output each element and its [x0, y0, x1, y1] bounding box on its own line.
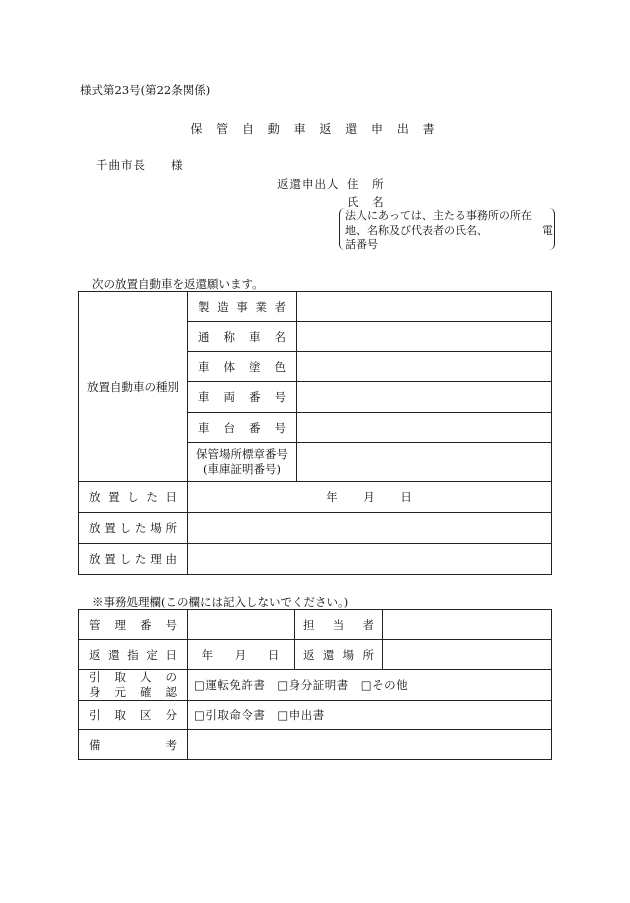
office-table	[78, 609, 552, 760]
row-label-body-color: 車体塗色	[188, 352, 297, 382]
return-date-month: 月	[234, 647, 248, 662]
chassis-number-field[interactable]	[297, 413, 552, 443]
row-label-car-name: 通称車名	[188, 322, 297, 352]
parking-cert-sublabel: (車庫証明番号)	[203, 462, 281, 476]
abandoned-place-field[interactable]	[188, 513, 552, 544]
corporate-note	[345, 209, 553, 253]
parking-cert-label: 保管場所標章番号	[196, 447, 288, 461]
return-date-field[interactable]	[188, 640, 295, 670]
date-day-label: 日	[400, 490, 413, 504]
staff-label: 担当者	[295, 610, 383, 640]
return-place-field[interactable]	[383, 640, 552, 670]
id-check-label	[79, 670, 188, 701]
car-name-field[interactable]	[297, 322, 552, 352]
parking-cert-field[interactable]	[297, 443, 552, 482]
return-date-year: 年	[201, 647, 215, 662]
applicant-name-label: 氏 名	[347, 195, 389, 209]
row-label-vehicle-number: 車両番号	[188, 382, 297, 413]
id-check-options[interactable]: □運転免許書 □身分証明書 □その他	[188, 670, 552, 701]
row-label-manufacturer: 製造事業者	[188, 292, 297, 322]
return-date-day: 日	[267, 647, 281, 662]
vehicle-number-field[interactable]	[297, 382, 552, 413]
page-title: 保 管 自 動 車 返 還 申 出 書	[190, 122, 440, 136]
return-date-label: 返還指定日	[79, 640, 188, 670]
intro-text: 次の放置自動車を返還願います。	[92, 277, 264, 291]
addressee: 千曲市長 様	[96, 158, 184, 172]
pickup-class-options[interactable]: □引取命令書 □申出書	[188, 701, 552, 730]
applicant-address-label: 住 所	[347, 177, 389, 191]
abandoned-reason-label: 放置した理由	[79, 544, 188, 575]
manufacturer-field[interactable]	[297, 292, 552, 322]
remarks-field[interactable]	[188, 730, 552, 760]
corporate-note-text: 法人にあっては、主たる事務所の所在地、名称及び代表者の氏名、	[345, 209, 532, 237]
office-use-note: ※事務処理欄(この欄には記入しないでください。)	[92, 595, 349, 609]
abandoned-date-field[interactable]	[188, 482, 552, 513]
abandoned-place-label: 放置した場所	[79, 513, 188, 544]
form-number: 様式第23号(第22条関係)	[80, 83, 211, 97]
row-label-parking-cert	[188, 443, 297, 482]
management-number-field[interactable]	[188, 610, 295, 640]
abandoned-reason-field[interactable]	[188, 544, 552, 575]
body-color-field[interactable]	[297, 352, 552, 382]
corporate-note-tel-head: 電	[542, 223, 553, 237]
date-year-label: 年	[326, 490, 339, 504]
staff-field[interactable]	[383, 610, 552, 640]
management-number-label: 管理番号	[79, 610, 188, 640]
remarks-label: 備考	[79, 730, 188, 760]
pickup-class-label: 引取区分	[79, 701, 188, 730]
row-label-chassis-number: 車台番号	[188, 413, 297, 443]
vehicle-table	[78, 291, 552, 575]
id-check-label-line2: 身元確認	[89, 685, 177, 699]
vehicle-type-group-label: 放置自動車の種別	[79, 292, 188, 482]
applicant-label: 返還申出人	[277, 177, 340, 191]
date-month-label: 月	[363, 490, 376, 504]
id-check-label-line1: 引取人の	[89, 670, 177, 684]
abandoned-date-label: 放置した日	[79, 482, 188, 513]
corporate-note-tel-tail: 話番号	[345, 238, 378, 251]
return-place-label: 返還場所	[295, 640, 383, 670]
